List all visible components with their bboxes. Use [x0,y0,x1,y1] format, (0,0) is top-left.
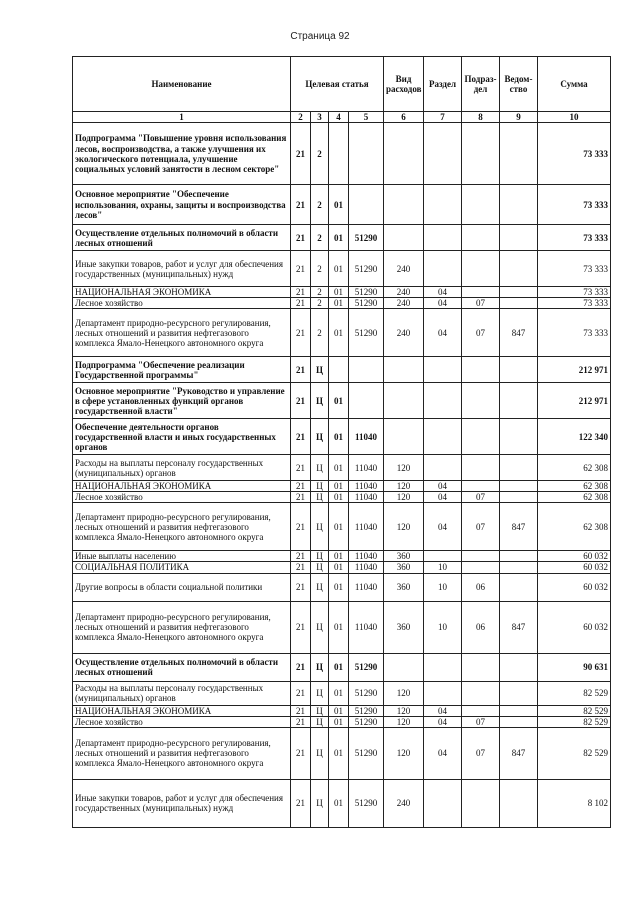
section-cell: 04 [424,727,462,779]
page-number-header: Страница 92 [290,31,350,42]
row-name-cell: Другие вопросы в области социальной политики [73,573,291,601]
header-subsection: Подраз-дел [462,57,500,112]
subsection-cell [462,123,500,185]
target-subprogram-cell: Ц [311,481,329,492]
subsection-cell [462,225,500,251]
expense-type-cell: 360 [384,601,424,653]
section-cell: 04 [424,481,462,492]
section-cell [424,419,462,455]
expense-type-cell: 120 [384,705,424,716]
sum-cell: 73 333 [538,309,611,357]
section-cell [424,681,462,705]
sum-cell: 73 333 [538,298,611,309]
expense-type-cell [384,185,424,225]
target-program-cell: 21 [291,573,311,601]
target-program-cell: 21 [291,455,311,481]
target-subprogram-cell: Ц [311,492,329,503]
department-cell [500,298,538,309]
department-cell [500,225,538,251]
target-direction-cell: 51290 [349,251,384,287]
header-department: Ведом-ство [500,57,538,112]
target-subprogram-cell: Ц [311,573,329,601]
target-event-cell: 01 [329,705,349,716]
row-name-cell: Основное мероприятие "Руководство и управление в сфере установленных функций органов государственной власти" [73,383,291,419]
column-number: 3 [311,112,329,123]
table-row [73,705,611,716]
target-program-cell: 21 [291,225,311,251]
table-row [73,681,611,705]
target-event-cell: 01 [329,503,349,551]
header-target-article: Целевая статья [291,57,384,112]
table-row [73,383,611,419]
target-program-cell: 21 [291,503,311,551]
target-direction-cell: 11040 [349,503,384,551]
department-cell: 847 [500,309,538,357]
department-cell [500,185,538,225]
target-subprogram-cell: 2 [311,251,329,287]
target-direction-cell: 51290 [349,779,384,827]
target-event-cell: 01 [329,225,349,251]
target-direction-cell: 11040 [349,601,384,653]
target-direction-cell [349,383,384,419]
target-subprogram-cell: Ц [311,455,329,481]
table-row [73,123,611,185]
table-row [73,551,611,562]
target-subprogram-cell: Ц [311,681,329,705]
table-row [73,727,611,779]
column-number: 2 [291,112,311,123]
target-program-cell: 21 [291,481,311,492]
target-event-cell: 01 [329,455,349,481]
target-event-cell: 01 [329,716,349,727]
target-direction-cell: 11040 [349,492,384,503]
table-row [73,185,611,225]
target-program-cell: 21 [291,562,311,573]
target-program-cell: 21 [291,251,311,287]
subsection-cell [462,551,500,562]
target-subprogram-cell: Ц [311,357,329,383]
sum-cell: 212 971 [538,357,611,383]
target-event-cell: 01 [329,492,349,503]
department-cell: 847 [500,503,538,551]
department-cell [500,251,538,287]
table-row [73,716,611,727]
sum-cell: 8 102 [538,779,611,827]
table-body [73,123,611,828]
target-event-cell: 01 [329,601,349,653]
target-program-cell: 21 [291,681,311,705]
table-row [73,357,611,383]
table-row [73,287,611,298]
table-row [73,251,611,287]
section-cell: 10 [424,562,462,573]
target-program-cell: 21 [291,779,311,827]
target-event-cell: 01 [329,779,349,827]
subsection-cell: 07 [462,309,500,357]
table-header-row [73,57,611,112]
target-program-cell: 21 [291,383,311,419]
subsection-cell [462,653,500,681]
subsection-cell: 07 [462,716,500,727]
row-name-cell: Расходы на выплаты персоналу государственных (муниципальных) органов [73,681,291,705]
section-cell: 04 [424,705,462,716]
column-number: 5 [349,112,384,123]
sum-cell: 62 308 [538,492,611,503]
target-program-cell: 21 [291,727,311,779]
table-row [73,455,611,481]
target-event-cell: 01 [329,419,349,455]
row-name-cell: Департамент природно-ресурсного регулирования, лесных отношений и развития нефтегазового комплекса Ямало-Ненецкого автономного округа [73,503,291,551]
target-subprogram-cell: 2 [311,123,329,185]
column-number: 7 [424,112,462,123]
section-cell [424,357,462,383]
header-section: Раздел [424,57,462,112]
expense-type-cell: 120 [384,503,424,551]
target-event-cell: 01 [329,681,349,705]
expense-type-cell: 240 [384,298,424,309]
expense-type-cell: 120 [384,455,424,481]
subsection-cell [462,455,500,481]
row-name-cell: Осуществление отдельных полномочий в области лесных отношений [73,225,291,251]
target-direction-cell: 11040 [349,455,384,481]
target-event-cell: 01 [329,653,349,681]
department-cell [500,681,538,705]
target-program-cell: 21 [291,309,311,357]
target-program-cell: 21 [291,123,311,185]
subsection-cell: 07 [462,727,500,779]
target-event-cell: 01 [329,251,349,287]
target-direction-cell: 11040 [349,551,384,562]
target-subprogram-cell: Ц [311,779,329,827]
section-cell: 04 [424,287,462,298]
sum-cell: 73 333 [538,185,611,225]
section-cell: 04 [424,309,462,357]
target-direction-cell: 11040 [349,481,384,492]
sum-cell: 62 308 [538,503,611,551]
target-direction-cell: 51290 [349,298,384,309]
target-program-cell: 21 [291,492,311,503]
sum-cell: 60 032 [538,562,611,573]
sum-cell: 212 971 [538,383,611,419]
row-name-cell: Иные выплаты населению [73,551,291,562]
section-cell: 10 [424,601,462,653]
header-name: Наименование [73,57,291,112]
expense-type-cell [384,225,424,251]
target-direction-cell: 51290 [349,309,384,357]
subsection-cell: 06 [462,601,500,653]
department-cell [500,653,538,681]
target-direction-cell: 51290 [349,716,384,727]
target-direction-cell: 51290 [349,727,384,779]
sum-cell: 82 529 [538,716,611,727]
row-name-cell: Департамент природно-ресурсного регулирования, лесных отношений и развития нефтегазового комплекса Ямало-Ненецкого автономного округа [73,727,291,779]
row-name-cell: Департамент природно-ресурсного регулирования, лесных отношений и развития нефтегазового комплекса Ямало-Ненецкого автономного округа [73,309,291,357]
target-event-cell [329,357,349,383]
target-direction-cell [349,357,384,383]
table-row [73,779,611,827]
sum-cell: 82 529 [538,705,611,716]
target-subprogram-cell: Ц [311,551,329,562]
target-direction-cell: 51290 [349,287,384,298]
subsection-cell: 07 [462,298,500,309]
subsection-cell [462,287,500,298]
column-number-row [73,112,611,123]
target-program-cell: 21 [291,601,311,653]
department-cell [500,492,538,503]
department-cell [500,455,538,481]
section-cell [424,383,462,419]
row-name-cell: НАЦИОНАЛЬНАЯ ЭКОНОМИКА [73,481,291,492]
target-subprogram-cell: Ц [311,716,329,727]
target-direction-cell: 51290 [349,681,384,705]
table-row [73,653,611,681]
department-cell [500,716,538,727]
row-name-cell: Иные закупки товаров, работ и услуг для обеспечения государственных (муниципальных) нужд [73,779,291,827]
target-event-cell [329,123,349,185]
row-name-cell: Обеспечение деятельности органов государственной власти и иных государственных органов [73,419,291,455]
target-event-cell: 01 [329,551,349,562]
sum-cell: 60 032 [538,573,611,601]
expense-type-cell: 240 [384,309,424,357]
subsection-cell [462,357,500,383]
target-event-cell: 01 [329,298,349,309]
row-name-cell: Основное мероприятие "Обеспечение использования, охраны, защиты и воспроизводства лесов" [73,185,291,225]
sum-cell: 82 529 [538,727,611,779]
table-row [73,309,611,357]
target-event-cell: 01 [329,287,349,298]
row-name-cell: НАЦИОНАЛЬНАЯ ЭКОНОМИКА [73,705,291,716]
target-subprogram-cell: Ц [311,653,329,681]
table-row [73,419,611,455]
column-number: 9 [500,112,538,123]
row-name-cell: Подпрограмма "Повышение уровня использования лесов, воспроизводства, а также улучшения их экологического потенциала, улучшение социальных условий занятости в лесном секторе" [73,123,291,185]
target-direction-cell: 51290 [349,653,384,681]
subsection-cell [462,705,500,716]
section-cell [424,653,462,681]
section-cell [424,551,462,562]
expense-type-cell: 360 [384,573,424,601]
table-row [73,225,611,251]
department-cell [500,357,538,383]
target-subprogram-cell: 2 [311,298,329,309]
sum-cell: 82 529 [538,681,611,705]
table-row [73,573,611,601]
header-sum: Сумма [538,57,611,112]
target-program-cell: 21 [291,705,311,716]
target-event-cell: 01 [329,309,349,357]
row-name-cell: Иные закупки товаров, работ и услуг для обеспечения государственных (муниципальных) нужд [73,251,291,287]
department-cell: 847 [500,601,538,653]
sum-cell: 122 340 [538,419,611,455]
sum-cell: 90 631 [538,653,611,681]
target-direction-cell: 11040 [349,573,384,601]
row-name-cell: Расходы на выплаты персоналу государственных (муниципальных) органов [73,455,291,481]
department-cell [500,287,538,298]
target-program-cell: 21 [291,716,311,727]
subsection-cell [462,185,500,225]
table-row [73,503,611,551]
target-subprogram-cell: Ц [311,503,329,551]
target-subprogram-cell: 2 [311,185,329,225]
target-event-cell: 01 [329,185,349,225]
target-subprogram-cell: 2 [311,309,329,357]
subsection-cell [462,779,500,827]
section-cell [424,455,462,481]
target-program-cell: 21 [291,185,311,225]
target-event-cell: 01 [329,481,349,492]
target-event-cell: 01 [329,727,349,779]
target-program-cell: 21 [291,298,311,309]
target-subprogram-cell: Ц [311,383,329,419]
target-subprogram-cell: Ц [311,562,329,573]
table-row [73,492,611,503]
expense-type-cell: 120 [384,681,424,705]
target-subprogram-cell: Ц [311,601,329,653]
sum-cell: 60 032 [538,551,611,562]
expense-type-cell [384,123,424,185]
target-direction-cell: 51290 [349,705,384,716]
department-cell [500,383,538,419]
target-event-cell: 01 [329,562,349,573]
column-number: 4 [329,112,349,123]
target-subprogram-cell: Ц [311,705,329,716]
row-name-cell: Подпрограмма "Обеспечение реализации Государственной программы" [73,357,291,383]
target-subprogram-cell: 2 [311,225,329,251]
target-program-cell: 21 [291,357,311,383]
target-subprogram-cell: 2 [311,287,329,298]
expense-type-cell: 240 [384,251,424,287]
expense-type-cell [384,357,424,383]
row-name-cell: Департамент природно-ресурсного регулирования, лесных отношений и развития нефтегазового комплекса Ямало-Ненецкого автономного округа [73,601,291,653]
row-name-cell: СОЦИАЛЬНАЯ ПОЛИТИКА [73,562,291,573]
expense-type-cell [384,383,424,419]
expense-type-cell: 120 [384,481,424,492]
section-cell [424,185,462,225]
sum-cell: 73 333 [538,251,611,287]
department-cell [500,123,538,185]
table-row [73,298,611,309]
subsection-cell [462,481,500,492]
subsection-cell [462,419,500,455]
sum-cell: 73 333 [538,287,611,298]
table-row [73,481,611,492]
table-row [73,562,611,573]
column-number: 10 [538,112,611,123]
target-program-cell: 21 [291,653,311,681]
expense-type-cell: 240 [384,287,424,298]
sum-cell: 73 333 [538,123,611,185]
target-direction-cell [349,185,384,225]
target-event-cell: 01 [329,573,349,601]
column-number: 1 [73,112,291,123]
department-cell [500,705,538,716]
sum-cell: 60 032 [538,601,611,653]
expense-type-cell: 120 [384,727,424,779]
department-cell [500,481,538,492]
column-number: 8 [462,112,500,123]
target-subprogram-cell: Ц [311,419,329,455]
header-expense-type: Вид расходов [384,57,424,112]
expense-type-cell [384,653,424,681]
target-direction-cell: 11040 [349,562,384,573]
sum-cell: 62 308 [538,481,611,492]
section-cell [424,779,462,827]
table-row [73,601,611,653]
section-cell: 04 [424,716,462,727]
target-direction-cell: 51290 [349,225,384,251]
section-cell: 10 [424,573,462,601]
target-program-cell: 21 [291,287,311,298]
sum-cell: 62 308 [538,455,611,481]
subsection-cell [462,251,500,287]
budget-table [72,56,611,828]
subsection-cell: 07 [462,492,500,503]
target-subprogram-cell: Ц [311,727,329,779]
row-name-cell: Лесное хозяйство [73,298,291,309]
row-name-cell: Лесное хозяйство [73,492,291,503]
column-number: 6 [384,112,424,123]
target-direction-cell [349,123,384,185]
department-cell [500,562,538,573]
expense-type-cell: 360 [384,562,424,573]
section-cell [424,251,462,287]
subsection-cell: 06 [462,573,500,601]
subsection-cell: 07 [462,503,500,551]
section-cell [424,123,462,185]
department-cell [500,551,538,562]
department-cell [500,419,538,455]
department-cell: 847 [500,727,538,779]
expense-type-cell [384,419,424,455]
expense-type-cell: 240 [384,779,424,827]
department-cell [500,573,538,601]
section-cell: 04 [424,492,462,503]
expense-type-cell: 360 [384,551,424,562]
row-name-cell: Лесное хозяйство [73,716,291,727]
section-cell: 04 [424,298,462,309]
target-event-cell: 01 [329,383,349,419]
expense-type-cell: 120 [384,716,424,727]
section-cell [424,225,462,251]
subsection-cell [462,681,500,705]
target-program-cell: 21 [291,551,311,562]
sum-cell: 73 333 [538,225,611,251]
subsection-cell [462,383,500,419]
row-name-cell: Осуществление отдельных полномочий в области лесных отношений [73,653,291,681]
target-direction-cell: 11040 [349,419,384,455]
subsection-cell [462,562,500,573]
row-name-cell: НАЦИОНАЛЬНАЯ ЭКОНОМИКА [73,287,291,298]
department-cell [500,779,538,827]
expense-type-cell: 120 [384,492,424,503]
section-cell: 04 [424,503,462,551]
target-program-cell: 21 [291,419,311,455]
